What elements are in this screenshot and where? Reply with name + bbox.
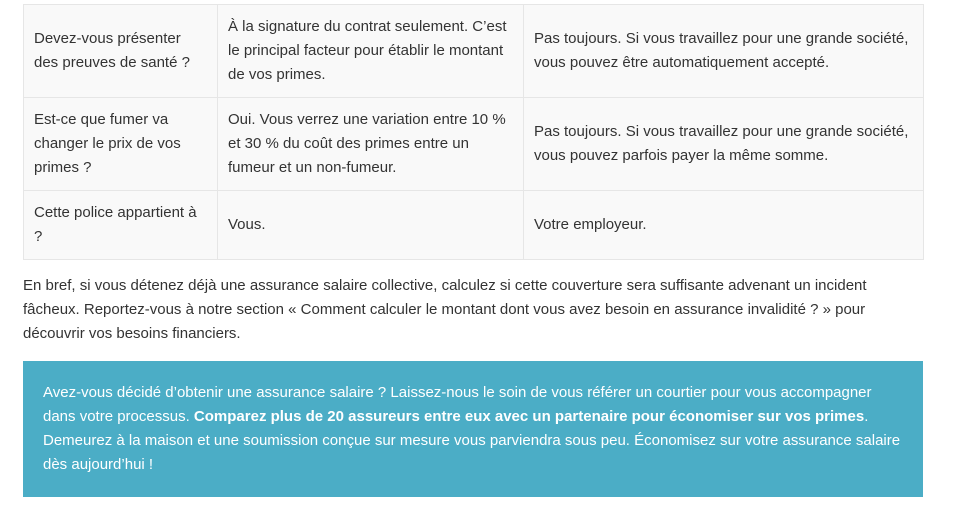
comparison-table <box>23 4 924 260</box>
table-cell-question: Cette police appartient à ? <box>24 191 218 260</box>
table-row <box>24 191 924 260</box>
table-cell-question: Devez-vous présenter des preuves de santé ? <box>24 5 218 98</box>
table-cell-group: Pas toujours. Si vous travaillez pour une grande société, vous pouvez parfois payer la même somme. <box>524 98 924 191</box>
cta-bold-text: Comparez plus de 20 assureurs entre eux avec un partenaire pour économiser sur vos primes <box>193 408 865 425</box>
table-cell-question: Est-ce que fumer va changer le prix de vos primes ? <box>24 98 218 191</box>
cta-closing-text: . Demeurez à la maison et une soumission conçue sur mesure vous parviendra sous peu. Économisez sur votre assurance salaire dès aujourd’hui ! <box>43 408 901 473</box>
table-cell-group: Pas toujours. Si vous travaillez pour une grande société, vous pouvez être automatiquement accepté. <box>524 5 924 98</box>
table-row <box>24 5 924 98</box>
cta-intro-text: Avez-vous décidé d’obtenir une assurance salaire ? Laissez-nous le soin de vous référer un courtier pour vous accompagner dans votre processus. <box>43 384 872 425</box>
table-cell-group: Votre employeur. <box>524 191 924 260</box>
call-to-action-box <box>23 361 923 497</box>
table-cell-individual: Vous. <box>218 191 524 260</box>
article-content <box>23 0 923 497</box>
table-cell-individual: À la signature du contrat seulement. C’est le principal facteur pour établir le montant de vos primes. <box>218 5 524 98</box>
summary-paragraph: En bref, si vous détenez déjà une assurance salaire collective, calculez si cette couverture sera suffisante advenant un incident fâcheux. Reportez-vous à notre section « Comment calculer le montant dont vous avez besoin en assurance invalidité ? » pour découvrir vos besoins financiers. <box>23 277 867 342</box>
table-row <box>24 98 924 191</box>
table-cell-individual: Oui. Vous verrez une variation entre 10 % et 30 % du coût des primes entre un fumeur et un non-fumeur. <box>218 98 524 191</box>
